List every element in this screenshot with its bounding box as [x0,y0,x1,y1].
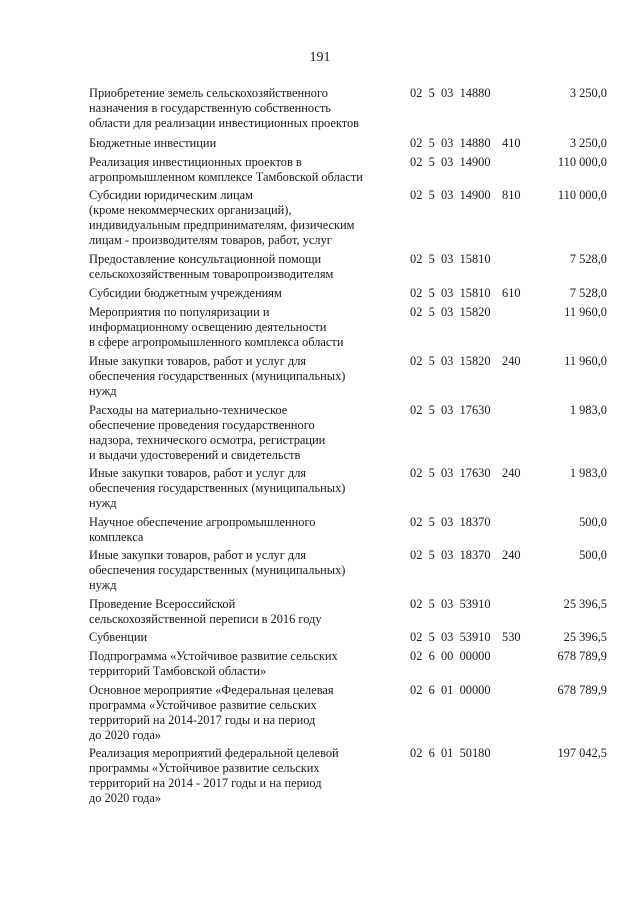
row-description: Иные закупки товаров, работ и услуг для обеспечения государственных (муниципальных) нужд [89,548,346,592]
row-description: Иные закупки товаров, работ и услуг для обеспечения государственных (муниципальных) нужд [89,354,346,398]
row-amount: 110 000,0 [557,155,607,169]
row-code: 02 5 03 53910 [410,630,491,644]
row-amount: 500,0 [579,515,607,529]
row-amount: 678 789,9 [557,683,607,697]
row-code: 02 6 01 50180 [410,746,491,760]
row-code: 02 5 03 17630 [410,466,491,480]
row-code: 02 5 03 15820 [410,354,491,368]
row-description: Проведение Всероссийской сельскохозяйственной переписи в 2016 году [89,597,322,626]
row-description: Субсидии юридическим лицам (кроме некоммерческих организаций), индивидуальным предпринимателям, физическим лицам - производителям товаров, работ, услуг [89,188,355,247]
row-description: Расходы на материально-техническое обеспечение проведения государственного надзора, технического осмотра, регистрации и выдачи удостоверений и свидетельств [89,403,326,462]
row-description: Научное обеспечение агропромышленного комплекса [89,515,316,544]
row-expense-type: 240 [502,466,521,480]
row-code: 02 5 03 14880 [410,86,491,100]
row-description: Иные закупки товаров, работ и услуг для обеспечения государственных (муниципальных) нужд [89,466,346,510]
row-amount: 11 960,0 [564,354,607,368]
row-description: Реализация мероприятий федеральной целевой программы «Устойчивое развитие сельских территорий на 2014 - 2017 годы и на период до 2020 года» [89,746,339,805]
row-description: Бюджетные инвестиции [89,136,217,150]
row-code: 02 5 03 15810 [410,286,491,300]
row-expense-type: 810 [502,188,521,202]
row-amount: 25 396,5 [563,630,607,644]
row-expense-type: 240 [502,548,521,562]
row-code: 02 5 03 18370 [410,548,491,562]
row-code: 02 5 03 14900 [410,155,491,169]
row-description: Приобретение земель сельскохозяйственного назначения в государственную собственность области для реализации инвестиционных проектов [89,86,360,130]
row-code: 02 5 03 14900 [410,188,491,202]
row-amount: 500,0 [579,548,607,562]
row-code: 02 5 03 15810 [410,252,491,266]
row-code: 02 5 03 53910 [410,597,491,611]
row-amount: 3 250,0 [569,86,607,100]
row-amount: 1 983,0 [569,466,607,480]
row-amount: 7 528,0 [569,286,607,300]
row-code: 02 6 00 00000 [410,649,491,663]
row-amount: 197 042,5 [557,746,607,760]
row-code: 02 5 03 14880 [410,136,491,150]
row-expense-type: 410 [502,136,521,150]
row-code: 02 5 03 18370 [410,515,491,529]
row-expense-type: 240 [502,354,521,368]
row-amount: 25 396,5 [563,597,607,611]
row-amount: 3 250,0 [569,136,607,150]
row-description: Мероприятия по популяризации и информационному освещению деятельности в сфере агропромышленного комплекса области [89,305,344,349]
row-amount: 110 000,0 [557,188,607,202]
row-description: Субсидии бюджетным учреждениям [89,286,282,300]
row-amount: 7 528,0 [569,252,607,266]
row-description: Подпрограмма «Устойчивое развитие сельских территорий Тамбовской области» [89,649,338,678]
row-code: 02 5 03 15820 [410,305,491,319]
row-description: Субвенции [89,630,148,644]
row-description: Реализация инвестиционных проектов в агропромышленном комплексе Тамбовской области [89,155,363,184]
row-code: 02 6 01 00000 [410,683,491,697]
row-amount: 11 960,0 [564,305,607,319]
row-amount: 1 983,0 [569,403,607,417]
row-code: 02 5 03 17630 [410,403,491,417]
row-description: Предоставление консультационной помощи сельскохозяйственным товаропроизводителям [89,252,334,281]
row-amount: 678 789,9 [557,649,607,663]
row-description: Основное мероприятие «Федеральная целевая программа «Устойчивое развитие сельских территорий на 2014-2017 годы и на период до 2020 года» [89,683,334,742]
row-expense-type: 530 [502,630,521,644]
page-number: 191 [309,50,331,65]
row-expense-type: 610 [502,286,521,300]
